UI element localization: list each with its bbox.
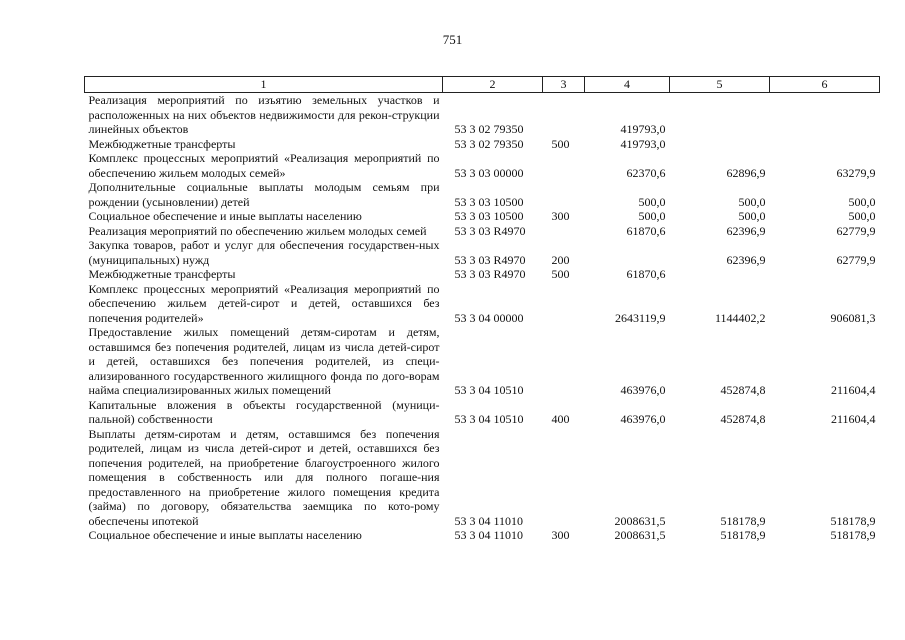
- row-kvr: [543, 427, 585, 529]
- row-kvr: 300: [551, 528, 570, 542]
- row-name: Реализация мероприятий по изъятию земельных участков и расположенных на них объектов недвижимости для рекон-струкции линейных объектов: [88, 93, 440, 136]
- row-amount-year3: [770, 93, 880, 137]
- row-amount-year1: 500,0: [638, 194, 666, 209]
- row-code: 53 3 03 R4970: [454, 223, 526, 238]
- row-code: 53 3 03 10500: [454, 194, 524, 209]
- row-code: 53 3 03 R4970: [454, 267, 526, 281]
- budget-table: [84, 76, 880, 543]
- table-row: [85, 151, 880, 180]
- table-row: [85, 528, 880, 543]
- row-amount-year3: 63279,9: [836, 165, 876, 180]
- row-amount-year2: 500,0: [738, 194, 766, 209]
- row-name: Выплаты детям-сиротам и детям, оставшимся без попечения родителей, лицам из числа детей-сирот и детей, оставшихся без попечения родителей, на приобретение благоустроенного жилого помещения в собственность или для полного погаше-ния предоставленного на приобретение жилого помещения кредита (займа) по договору, обязательства заемщика по кото-рому обеспечены ипотекой: [88, 426, 440, 528]
- row-amount-year2: 62396,9: [726, 223, 766, 238]
- row-code: 53 3 03 R4970: [454, 252, 526, 267]
- row-amount-year2: 518178,9: [720, 513, 766, 528]
- table-row: [85, 238, 880, 267]
- row-code: 53 3 04 00000: [454, 310, 524, 325]
- row-kvr: [543, 93, 585, 137]
- col-header-year2: 5: [670, 77, 770, 93]
- page-number: 751: [442, 32, 463, 47]
- row-amount-year1: 2643119,9: [614, 310, 666, 325]
- table-row: [85, 137, 880, 152]
- row-amount-year3: 62779,9: [836, 252, 876, 267]
- row-kvr: [543, 151, 585, 180]
- row-kvr: 400: [551, 412, 570, 426]
- row-code: 53 3 02 79350: [454, 136, 524, 151]
- row-amount-year2: [670, 137, 770, 152]
- row-amount-year3: 211604,4: [830, 383, 876, 397]
- row-kvr: 500: [551, 267, 570, 281]
- row-kvr: [543, 224, 585, 239]
- row-amount-year3: [770, 137, 880, 152]
- row-amount-year1: 419793,0: [620, 122, 666, 136]
- row-amount-year2: 1144402,2: [714, 310, 766, 325]
- row-amount-year1: 500,0: [638, 209, 666, 223]
- row-amount-year3: 500,0: [848, 209, 876, 223]
- row-code: 53 3 04 10510: [454, 383, 524, 397]
- row-amount-year2: 452874,8: [720, 383, 766, 397]
- row-name: Межбюджетные трансферты: [88, 267, 236, 281]
- row-code: 53 3 03 10500: [454, 209, 524, 223]
- row-amount-year1: 419793,0: [620, 136, 666, 151]
- row-amount-year3: 518178,9: [830, 513, 876, 528]
- row-kvr: [543, 282, 585, 326]
- row-amount-year1: 2008631,5: [614, 513, 666, 528]
- col-header-kvr: 3: [543, 77, 585, 93]
- col-header-code: 2: [443, 77, 543, 93]
- row-code: 53 3 02 79350: [454, 122, 524, 136]
- row-amount-year2: 452874,8: [720, 412, 766, 426]
- col-header-name: 1: [85, 77, 443, 93]
- header-row: [85, 77, 880, 93]
- row-amount-year2: 62396,9: [726, 252, 766, 267]
- row-name: Дополнительные социальные выплаты молодым семьям при рождении (усыновлении) детей: [88, 180, 440, 209]
- row-amount-year1: 463976,0: [620, 383, 666, 397]
- row-amount-year3: 518178,9: [830, 528, 876, 542]
- row-name: Предоставление жилых помещений детям-сиротам и детям, оставшимся без попечения родителей, лицам из числа детей-сирот и детей, оставшихся без попечения родителей, из специ-ализированного государственного жилищного фонда по дого-ворам найма специализированных жилых помещений: [88, 325, 440, 397]
- row-amount-year1: [585, 238, 670, 267]
- table-row: [85, 282, 880, 326]
- row-name: Капитальные вложения в объекты государственной (муници-пальной) собственности: [88, 397, 440, 426]
- row-amount-year2: [670, 267, 770, 282]
- table-row: [85, 398, 880, 427]
- row-kvr: 200: [551, 252, 570, 267]
- row-amount-year2: 62896,9: [726, 165, 766, 180]
- row-amount-year2: 518178,9: [720, 528, 766, 542]
- table-row: [85, 427, 880, 529]
- col-header-year3: 6: [770, 77, 880, 93]
- row-amount-year3: 62779,9: [836, 223, 876, 238]
- row-code: 53 3 04 11010: [454, 513, 524, 528]
- row-name: Комплекс процессных мероприятий «Реализация мероприятий по обеспечению жильем детей-сирот и детей, оставшихся без попечения родителей»: [88, 281, 440, 325]
- row-amount-year1: 61870,6: [626, 267, 666, 281]
- row-amount-year3: [770, 267, 880, 282]
- row-code: 53 3 04 11010: [454, 528, 524, 542]
- row-code: 53 3 04 10510: [454, 412, 524, 426]
- row-name: Комплекс процессных мероприятий «Реализация мероприятий по обеспечению жильем молодых семей»: [88, 151, 440, 180]
- row-name: Межбюджетные трансферты: [88, 136, 236, 151]
- table-row: [85, 180, 880, 209]
- table-row: [85, 325, 880, 398]
- row-name: Закупка товаров, работ и услуг для обеспечения государствен-ных (муниципальных) нужд: [88, 238, 440, 267]
- row-amount-year3: 906081,3: [830, 310, 876, 325]
- row-amount-year1: 463976,0: [620, 412, 666, 426]
- row-amount-year3: 500,0: [848, 194, 876, 209]
- row-amount-year2: 500,0: [738, 209, 766, 223]
- row-kvr: 500: [551, 136, 570, 151]
- row-amount-year3: 211604,4: [830, 412, 876, 426]
- row-kvr: [543, 325, 585, 398]
- row-amount-year1: 61870,6: [626, 223, 666, 238]
- row-name: Социальное обеспечение и иные выплаты населению: [88, 528, 362, 542]
- row-code: 53 3 03 00000: [454, 165, 524, 180]
- row-amount-year2: [670, 93, 770, 137]
- col-header-year1: 4: [585, 77, 670, 93]
- row-name: Социальное обеспечение и иные выплаты населению: [88, 209, 362, 223]
- row-kvr: 300: [551, 209, 570, 223]
- table-row: [85, 209, 880, 224]
- table-row: [85, 93, 880, 137]
- row-name: Реализация мероприятий по обеспечению жильем молодых семей: [88, 223, 427, 238]
- row-amount-year1: 62370,6: [626, 165, 666, 180]
- row-kvr: [543, 180, 585, 209]
- table-row: [85, 224, 880, 239]
- row-amount-year1: 2008631,5: [614, 528, 666, 542]
- table-row: [85, 267, 880, 282]
